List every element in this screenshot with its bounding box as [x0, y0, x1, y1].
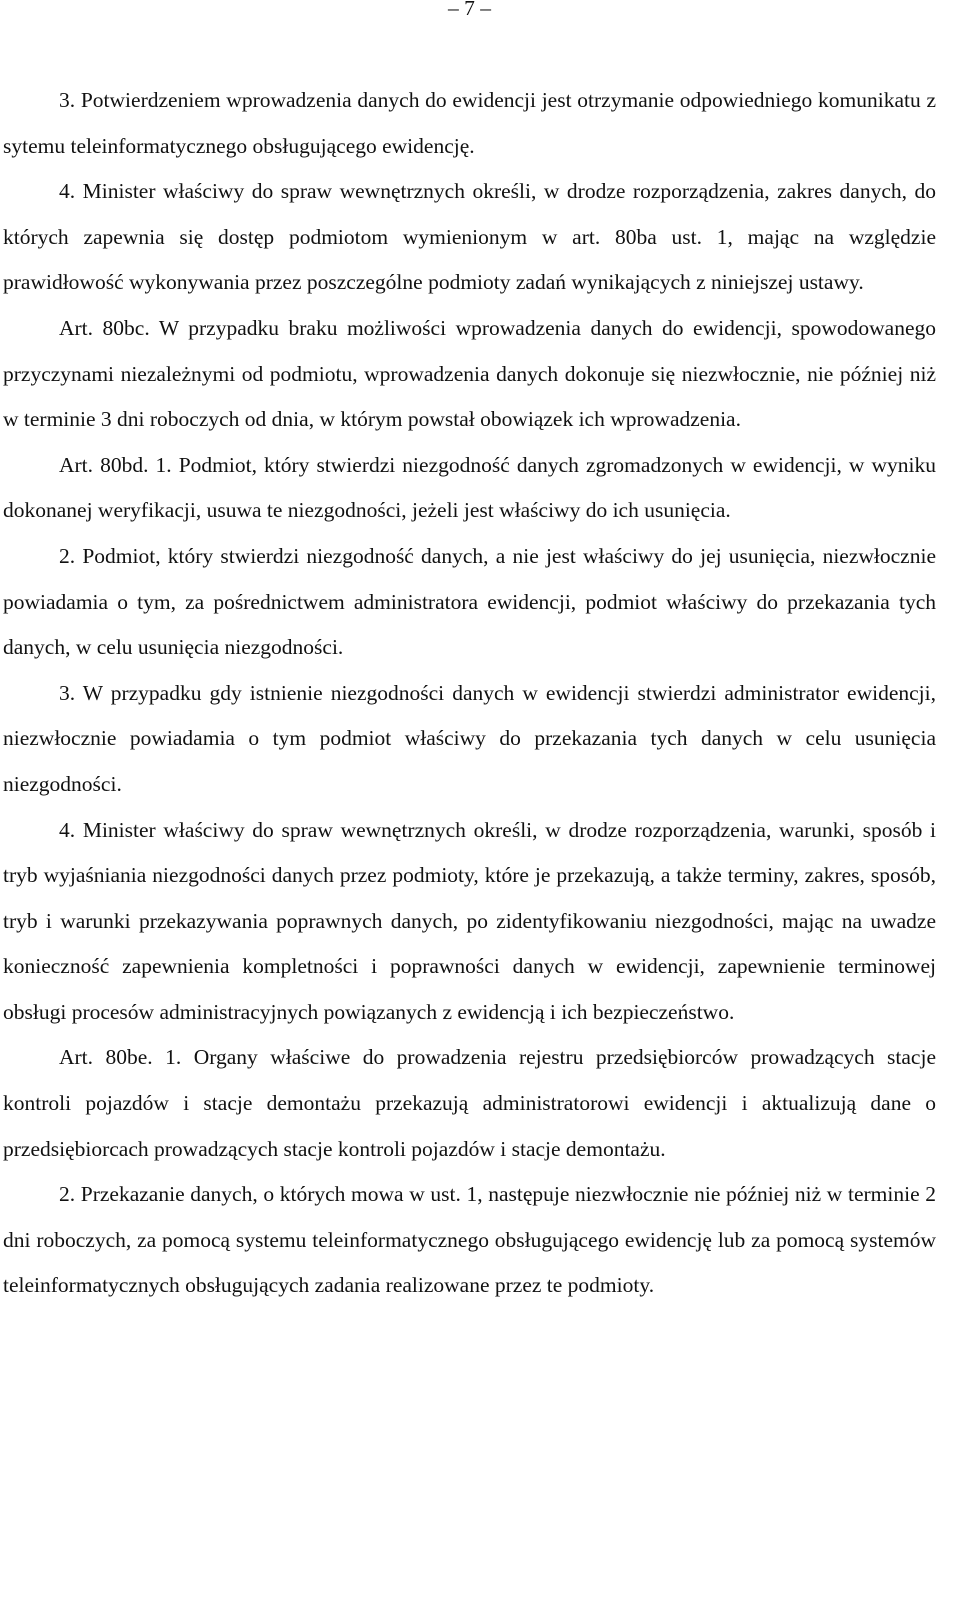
- paragraph-6: 3. W przypadku gdy istnienie niezgodności danych w ewidencji stwierdzi administrator ewidencji, niezwłocznie powiadamia o tym podmiot właściwy do przekazania tych danych w celu usunięcia niezgodności.: [3, 680, 936, 796]
- paragraph-8: Art. 80be. 1. Organy właściwe do prowadzenia rejestru przedsiębiorców prowadzących stacje kontroli pojazdów i stacje demontażu przekazują administratorowi ewidencji i aktualizują dane o przedsiębiorcach prowadzących stacje kontroli pojazdów i stacje demontażu.: [3, 1045, 936, 1161]
- paragraph-1: 3. Potwierdzeniem wprowadzenia danych do ewidencji jest otrzymanie odpowiedniego komunikatu z sytemu teleinformatycznego obsługującego ewidencję.: [3, 88, 936, 158]
- paragraph-9: 2. Przekazanie danych, o których mowa w ust. 1, następuje niezwłocznie nie później niż w terminie 2 dni roboczych, za pomocą systemu teleinformatycznego obsługującego ewidencję lub za pomocą systemów teleinformatycznych obsługujących zadania realizowane przez te podmioty.: [3, 1182, 936, 1298]
- page-number: – 7 –: [448, 0, 491, 20]
- paragraph-5: 2. Podmiot, który stwierdzi niezgodność danych, a nie jest właściwy do jej usunięcia, niezwłocznie powiadamia o tym, za pośrednictwem administratora ewidencji, podmiot właściwy do przekazania tych danych, w celu usunięcia niezgodności.: [3, 543, 936, 660]
- paragraph-4: Art. 80bd. 1. Podmiot, który stwierdzi niezgodność danych zgromadzonych w ewidencji, w wyniku dokonanej weryfikacji, usuwa te niezgodności, jeżeli jest właściwy do ich usunięcia.: [3, 452, 936, 523]
- paragraph-3: Art. 80bc. W przypadku braku możliwości wprowadzenia danych do ewidencji, spowodowanego przyczynami niezależnymi od podmiotu, wprowadzenia danych dokonuje się niezwłocznie, nie później niż w terminie 3 dni roboczych od dnia, w którym powstał obowiązek ich wprowadzenia.: [3, 315, 936, 432]
- paragraph-7: 4. Minister właściwy do spraw wewnętrznych określi, w drodze rozporządzenia, warunki, sposób i tryb wyjaśniania niezgodności danych przez podmioty, które je przekazują, a także terminy, zakres, sposób, tryb i warunki przekazywania poprawnych danych, po zidentyfikowaniu niezgodności, mając na uwadze konieczność zapewnienia kompletności i poprawności danych w ewidencji, zapewnienie terminowej obsługi procesów administracyjnych powiązanych z ewidencją i ich bezpieczeństwo.: [3, 817, 936, 1024]
- paragraph-2: 4. Minister właściwy do spraw wewnętrznych określi, w drodze rozporządzenia, zakres danych, do których zapewnia się dostęp podmiotom wymienionym w art. 80ba ust. 1, mając na względzie prawidłowość wykonywania przez poszczególne podmioty zadań wynikających z niniejszej ustawy.: [3, 179, 936, 295]
